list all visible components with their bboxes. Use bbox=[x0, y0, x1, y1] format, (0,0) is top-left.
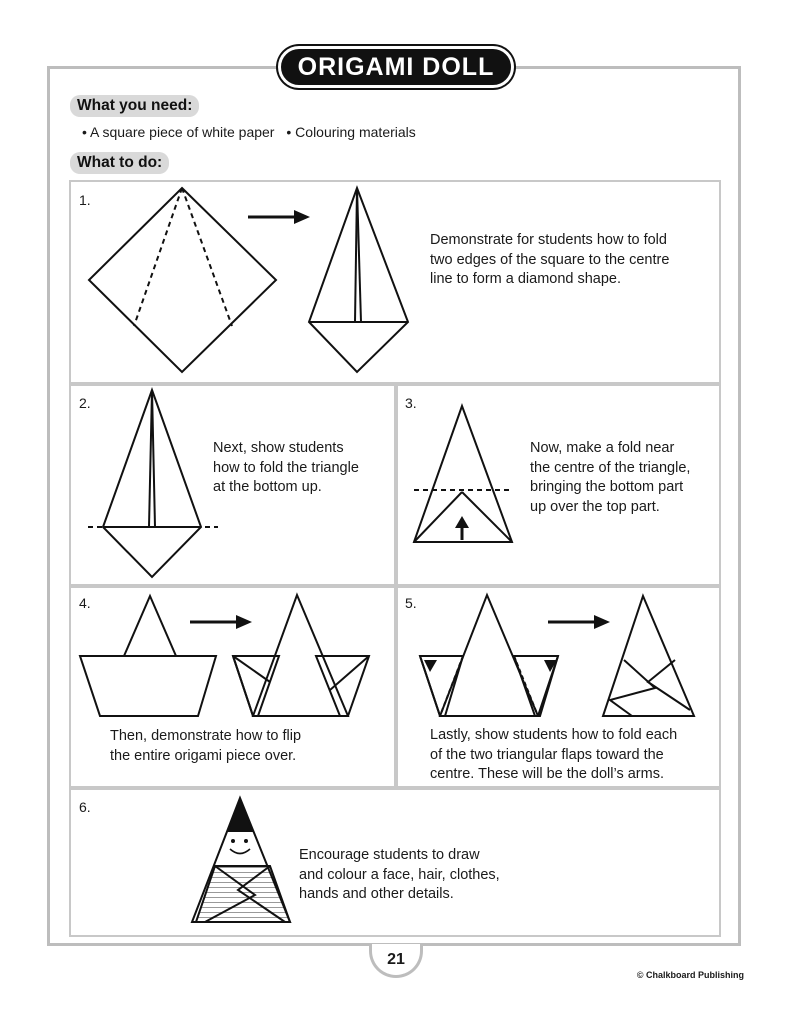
page-title: ORIGAMI DOLL bbox=[278, 46, 514, 88]
step-2-text: Next, show students how to fold the triangle at the bottom up. bbox=[213, 440, 359, 495]
what-you-need-heading: What you need: bbox=[70, 95, 199, 117]
material-item: • A square piece of white paper bbox=[82, 124, 275, 140]
step-5-number: 5. bbox=[405, 595, 417, 611]
doll-hair bbox=[226, 798, 254, 832]
doll-face bbox=[230, 839, 250, 854]
step-6-number: 6. bbox=[79, 799, 91, 815]
what-to-do-heading: What to do: bbox=[70, 152, 169, 174]
page-number: 21 bbox=[369, 944, 423, 978]
step-6-text: Encourage students to draw and colour a face, hair, clothes, hands and other details. bbox=[299, 847, 500, 902]
step-4-text: Then, demonstrate how to flip the entire origami piece over. bbox=[110, 728, 302, 764]
step-3-text: Now, make a fold near the centre of the triangle, bringing the bottom part up over the top part. bbox=[530, 440, 691, 515]
step-4-number: 4. bbox=[79, 595, 91, 611]
step-5-text: Lastly, show students how to fold each of the two triangular flaps toward the centre. These will be the doll’s arms. bbox=[430, 727, 678, 782]
step-1-number: 1. bbox=[79, 192, 91, 208]
step-1-text: Demonstrate for students how to fold two edges of the square to the centre line to form a diamond shape. bbox=[430, 232, 670, 287]
step-3-number: 3. bbox=[405, 395, 417, 411]
material-item: • Colouring materials bbox=[286, 124, 416, 140]
copyright-notice: © Chalkboard Publishing bbox=[636, 970, 744, 980]
step-2-number: 2. bbox=[79, 395, 91, 411]
